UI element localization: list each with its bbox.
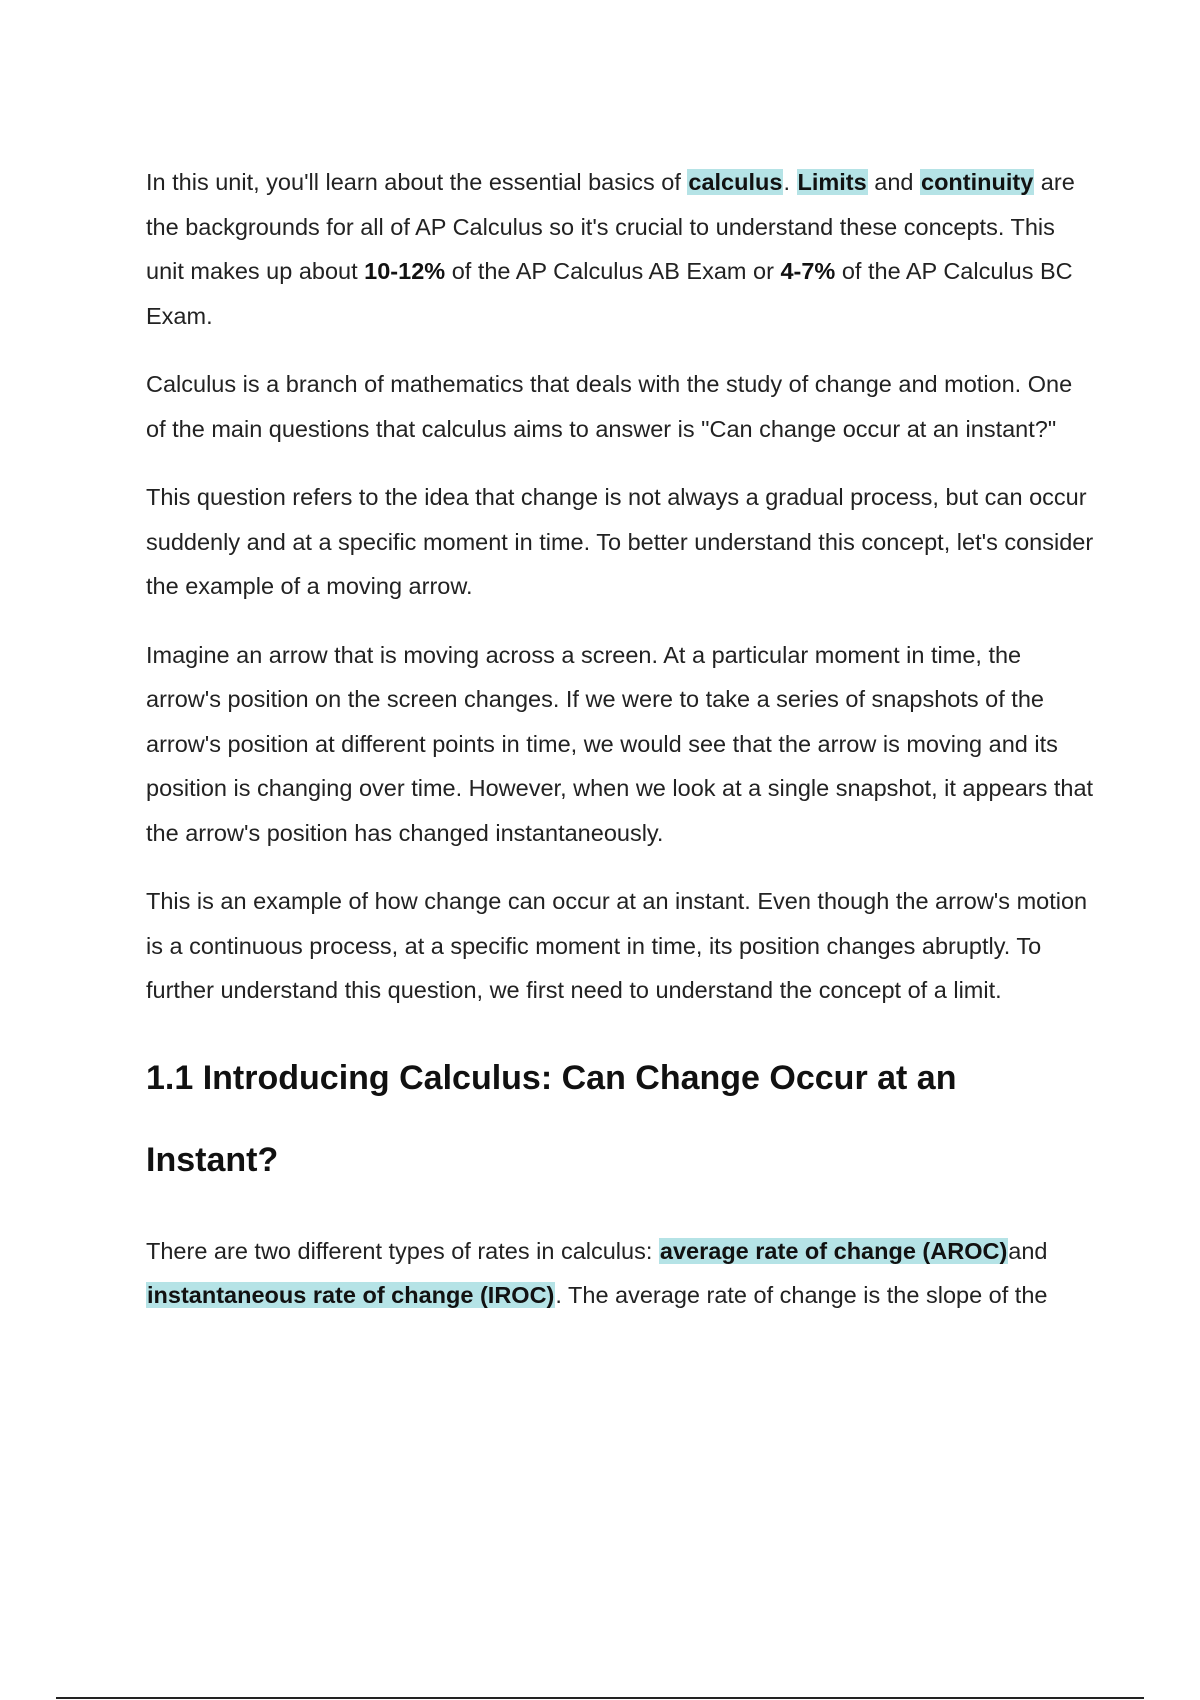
paragraph-change-idea: This question refers to the idea that change is not always a gradual process, but can occur suddenly and at a specific moment in time. To better understand this concept, let's consider the example of a moving arrow. — [146, 484, 1094, 599]
text: In this unit, you'll learn about the essential basics of — [146, 169, 688, 195]
paragraph-instant-change: This is an example of how change can occur at an instant. Even though the arrow's motion is a continuous process, at a specific moment in time, its position changes abruptly. To further understand this question, we first need to understand the concept of a limit. — [146, 888, 1088, 1003]
text: and — [1008, 1237, 1048, 1264]
text: . — [783, 169, 797, 195]
text: are the backgrounds for all of AP Calculus so it's crucial to understand these concepts. This unit makes up about — [146, 169, 1075, 284]
document-body — [146, 160, 1096, 1342]
text: and — [867, 169, 920, 195]
paragraph-intro — [146, 160, 1096, 338]
text: of the AP Calculus BC Exam. — [146, 258, 1073, 329]
highlight-continuity: continuity — [921, 169, 1034, 195]
highlight-calculus: calculus — [688, 169, 783, 195]
page-bottom-rule — [56, 1697, 1144, 1699]
section-heading: 1.1 Introducing Calculus: Can Change Occur at an Instant? — [146, 1058, 957, 1179]
highlight-aroc: average rate of change (AROC) — [659, 1237, 1008, 1264]
text: . The average rate of change is the slope of the — [555, 1282, 1048, 1308]
bold-bc-percent: 4-7% — [780, 258, 836, 284]
text: There are two different types of rates in calculus: — [146, 1237, 659, 1264]
highlight-iroc: instantaneous rate of change (IROC) — [147, 1282, 555, 1308]
paragraph-moving-arrow: Imagine an arrow that is moving across a screen. At a particular moment in time, the arrow's position on the screen changes. If we were to take a series of snapshots of the arrow's position at different points in time, we would see that the arrow is moving and its position is changing over time. However, when we look at a single snapshot, it appears that the arrow's position has changed instantaneously. — [146, 641, 1094, 846]
paragraph-rates — [146, 1229, 1096, 1318]
paragraph-calculus-definition: Calculus is a branch of mathematics that deals with the study of change and motion. One of the main questions that calculus aims to answer is "Can change occur at an instant?" — [146, 371, 1073, 442]
bold-ab-percent: 10-12% — [364, 258, 446, 284]
highlight-limits: Limits — [797, 169, 867, 195]
text: of the AP Calculus AB Exam or — [445, 258, 781, 284]
